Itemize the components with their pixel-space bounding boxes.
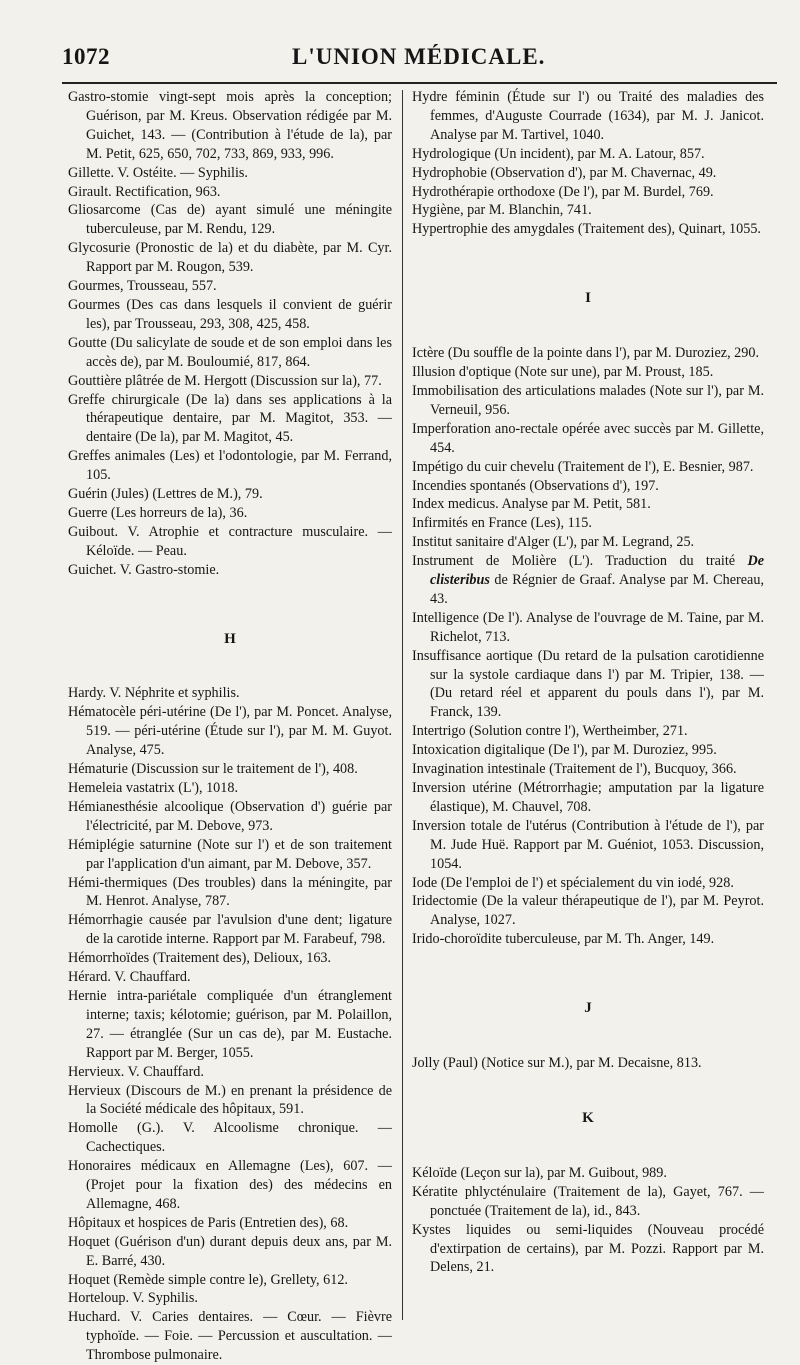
section-letter: K [582, 1109, 594, 1126]
section-spacer [412, 949, 764, 999]
index-entry: Greffe chirurgicale (De la) dans ses applications à la thérapeutique dentaire, par M. Magitot, 353. — dentaire (De la), par M. Magitot, 45. [68, 391, 392, 446]
index-entry: Index medicus. Analyse par M. Petit, 581. [412, 496, 651, 513]
index-entry: Hérard. V. Chauffard. [68, 969, 191, 986]
index-entry: Hémi-thermiques (Des troubles) dans la méningite, par M. Henrot. Analyse, 787. [68, 874, 392, 910]
index-entry: Kystes liquides ou semi-liquides (Nouveau procédé d'extirpation de certains), par M. Pozzi. Rapport par M. Delens, 21. [412, 1221, 764, 1276]
index-entry: Hématocèle péri-utérine (De l'), par M. Poncet. Analyse, 519. — péri-utérine (Étude sur l'), par M. M. Guyot. Analyse, 475. [68, 704, 392, 759]
index-entry: Kératite phlycténulaire (Traitement de la), Gayet, 767. — ponctuée (Traitement de la), id., 843. [412, 1183, 764, 1219]
column-divider [402, 90, 403, 1320]
index-entry: Intertrigo (Solution contre l'), Wertheimber, 271. [412, 723, 688, 740]
index-entry: Guerre (Les horreurs de la), 36. [68, 504, 248, 521]
index-entry: Guibout. V. Atrophie et contracture musculaire. — Kéloïde. — Peau. [68, 523, 392, 559]
index-entry: Hydrologique (Un incident), par M. A. Latour, 857. [412, 145, 705, 162]
index-entry: Hémorrhagie causée par l'avulsion d'une dent; ligature de la carotide interne. Rapport par M. Farabeuf, 798. [68, 912, 392, 948]
index-entry: Hémiplégie saturnine (Note sur l') et de son traitement par l'application d'un aimant, par M. Debove, 357. [68, 836, 392, 872]
left-column [68, 88, 392, 1365]
index-entry [412, 552, 764, 609]
index-entry: Gouttière plâtrée de M. Hergott (Discussion sur la), 77. [68, 372, 382, 389]
index-entry: Hygiène, par M. Blanchin, 741. [412, 202, 592, 219]
index-entry: Hypertrophie des amygdales (Traitement des), Quinart, 1055. [412, 221, 761, 238]
index-entry: Greffes animales (Les) et l'odontologie, par M. Ferrand, 105. [68, 448, 392, 484]
index-entry: Illusion d'optique (Note sur une), par M. Proust, 185. [412, 364, 714, 381]
index-entry: Hemeleia vastatrix (L'), 1018. [68, 780, 238, 796]
index-entry: Immobilisation des articulations malades (Note sur l'), par M. Verneuil, 956. [412, 382, 764, 418]
index-entry: Institut sanitaire d'Alger (L'), par M. Legrand, 25. [412, 534, 695, 551]
index-entry: Hoquet (Guérison d'un) durant depuis deux ans, par M. E. Barré, 430. [68, 1233, 392, 1269]
index-entry: Intelligence (De l'). Analyse de l'ouvrage de M. Taine, par M. Richelot, 713. [412, 609, 764, 645]
index-entry: Goutte (Du salicylate de soude et de son emploi dans les accès de), par M. Bouloumié, 817, 864. [68, 334, 392, 370]
index-entry: Horteloup. V. Syphilis. [68, 1290, 198, 1307]
index-entry: Hydrothérapie orthodoxe (De l'), par M. Burdel, 769. [412, 183, 714, 200]
index-entry: Irido-choroïdite tuberculeuse, par M. Th. Anger, 149. [412, 931, 715, 948]
index-entry: Infirmités en France (Les), 115. [412, 515, 592, 532]
entry-text-after: de Régnier de Graaf. Analyse par M. Chereau, 43. [430, 572, 764, 607]
index-entry: Invagination intestinale (Traitement de l'), Bucquoy, 366. [412, 761, 737, 778]
index-entry: Imperforation ano-rectale opérée avec succès par M. Gillette, 454. [412, 420, 764, 456]
index-entry: Iode (De l'emploi de l') et spécialement du vin iodé, 928. [412, 874, 734, 891]
index-entry: Incendies spontanés (Observations d'), 197. [412, 477, 659, 494]
index-entry: Hervieux (Discours de M.) en prenant la présidence de la Société médicale des hôpitaux, 591. [68, 1082, 392, 1118]
header-rule [62, 82, 777, 84]
index-entry: Hardy. V. Néphrite et syphilis. [68, 685, 240, 702]
index-entry: Jolly (Paul) (Notice sur M.), par M. Decaisne, 813. [412, 1055, 702, 1072]
index-entry: Hémorrhoïdes (Traitement des), Delioux, 163. [68, 950, 332, 967]
index-entry: Gliosarcome (Cas de) ayant simulé une méningite tuberculeuse, par M. Rendu, 129. [68, 202, 392, 238]
index-entry: Hydrophobie (Observation d'), par M. Chavernac, 49. [412, 164, 717, 181]
right-column [412, 88, 764, 1277]
section-letter: J [584, 1000, 592, 1017]
page-number: 1072 [62, 44, 110, 69]
index-entry: Inversion totale de l'utérus (Contribution à l'étude de l'), par M. Jude Huë. Rapport par M. Guéniot, 1053. Discussion, 1054. [412, 817, 764, 872]
page-header [62, 40, 762, 80]
index-entry: Impétigo du cuir chevelu (Traitement de l'), E. Besnier, 987. [412, 458, 754, 475]
index-entry: Inversion utérine (Métrorrhagie; amputation par la ligature élastique), M. Chauvel, 708. [412, 780, 764, 815]
section-spacer [412, 1018, 764, 1054]
index-entry: Gourmes (Des cas dans lesquels il convient de guérir les), par Trousseau, 293, 308, 425, 458. [68, 296, 392, 332]
index-entry: Hervieux. V. Chauffard. [68, 1063, 204, 1080]
section-spacer [68, 580, 392, 630]
section-letter: H [224, 630, 236, 647]
section-spacer [68, 648, 392, 684]
entry-title-italic: De clisteribus [430, 553, 764, 589]
running-title: L'UNION MÉDICALE. [292, 44, 546, 69]
index-entry: Hydre féminin (Étude sur l') ou Traité des maladies des femmes, d'Auguste Courrade (1634), par M. J. Janicot. Analyse par M. Tartivel, 1040. [412, 89, 764, 143]
index-entry: Huchard. V. Caries dentaires. — Cœur. — Fièvre typhoïde. — Foie. — Percussion et auscultation. — Thrombose pulmonaire. [68, 1309, 392, 1364]
index-entry: Hémianesthésie alcoolique (Observation d') guérie par l'électricité, par M. Debove, 973. [68, 798, 392, 834]
index-entry: Hôpitaux et hospices de Paris (Entretien des), 68. [68, 1214, 349, 1231]
index-entry: Honoraires médicaux en Allemagne (Les), 607. — (Projet pour la fixation des) des médecins en Allemagne, 468. [68, 1158, 392, 1212]
index-entry: Guérin (Jules) (Lettres de M.), 79. [68, 486, 263, 503]
index-entry: Kéloïde (Leçon sur la), par M. Guibout, 989. [412, 1164, 667, 1181]
index-entry: Glycosurie (Pronostic de la) et du diabète, par M. Cyr. Rapport par M. Rougon, 539. [68, 240, 392, 276]
section-letter: I [585, 290, 591, 307]
index-entry: Hoquet (Remède simple contre le), Grellety, 612. [68, 1271, 348, 1288]
index-entry: Insuffisance aortique (Du retard de la pulsation carotidienne sur la systole cardiaque dans l') par M. Tripier, 138. — (Du retard réel et apparent du pouls dans l'), par M. Franck, 139. [412, 647, 764, 721]
index-entry: Guichet. V. Gastro-stomie. [68, 561, 220, 578]
index-entry: Homolle (G.). V. Alcoolisme chronique. — Cachectiques. [68, 1120, 392, 1156]
entry-text: Instrument de Molière (L'). Traduction du traité [412, 553, 748, 570]
index-entry: Hématurie (Discussion sur le traitement de l'), 408. [68, 761, 358, 778]
index-entry: Girault. Rectification, 963. [68, 183, 221, 200]
index-entry: Gillette. V. Ostéite. — Syphilis. [68, 164, 248, 181]
index-entry: Gastro-stomie vingt-sept mois après la conception; Guérison, par M. Kreus. Observation rédigée par M. Guichet, 143. — (Contribution à l'étude de la), par M. Petit, 625, 650, 702, 733, 869, 933, 996. [68, 89, 392, 162]
index-entry: Ictère (Du souffle de la pointe dans l'), par M. Duroziez, 290. [412, 345, 760, 362]
section-spacer [412, 1128, 764, 1164]
index-entry: Gourmes, Trousseau, 557. [68, 278, 217, 295]
section-spacer [412, 308, 764, 344]
index-entry: Iridectomie (De la valeur thérapeutique de l'), par M. Peyrot. Analyse, 1027. [412, 893, 764, 929]
index-entry: Intoxication digitalique (De l'), par M. Duroziez, 995. [412, 742, 717, 759]
section-spacer [412, 239, 764, 289]
section-spacer [412, 1073, 764, 1109]
index-entry: Hernie intra-pariétale compliquée d'un étranglement interne; taxis; kélotomie; guérison, par M. Polaillon, 27. — étranglée (Sur un cas de), par M. Eustache. Rapport par M. Berger, 1055. [68, 987, 392, 1061]
